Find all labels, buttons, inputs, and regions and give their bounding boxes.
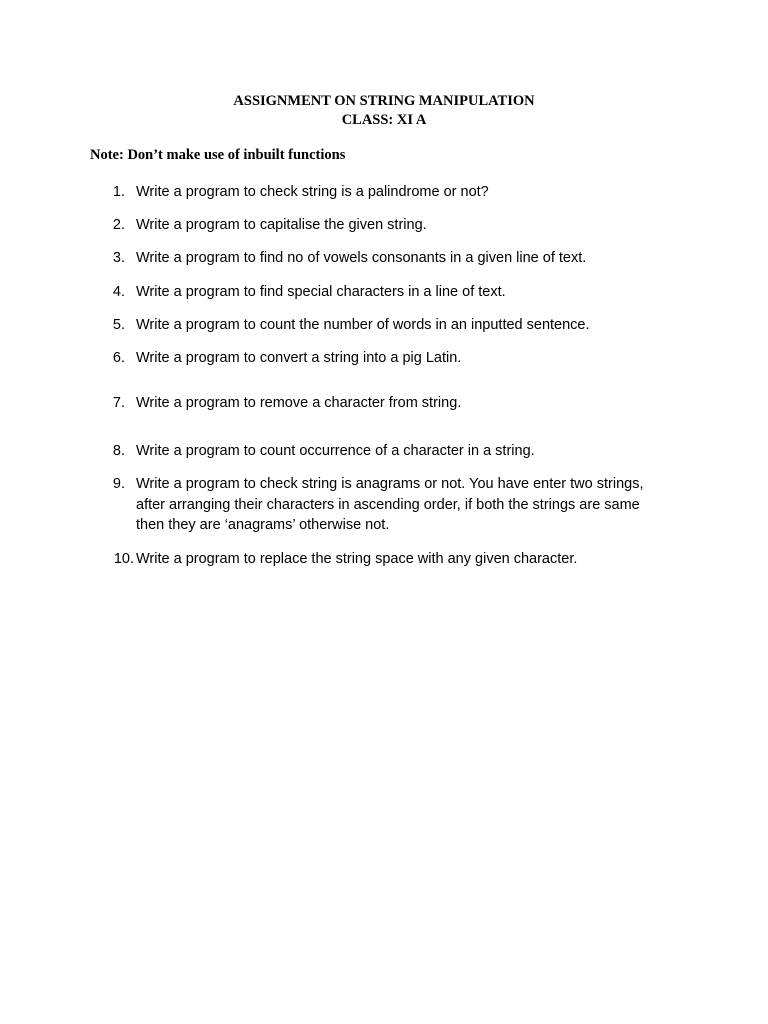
note-text: Note: Don’t make use of inbuilt functions (90, 147, 346, 163)
document-title: ASSIGNMENT ON STRING MANIPULATION (233, 93, 535, 109)
question-number: 9. (112, 476, 125, 492)
question-number: 2. (112, 217, 125, 233)
question-number: 3. (112, 250, 125, 266)
question-number: 8. (112, 443, 125, 459)
question-line: Write a program to check string is anagrams or not. You have enter two strings, (136, 476, 644, 492)
question-text (136, 282, 676, 303)
title-block (0, 92, 768, 130)
question-text (136, 248, 676, 269)
question-text (136, 474, 676, 536)
question-line: then they are ‘anagrams’ otherwise not. (136, 517, 390, 533)
question-text (136, 441, 676, 462)
question-number: 4. (112, 284, 125, 300)
question-line: Write a program to convert a string into a pig Latin. (136, 350, 462, 366)
question-text (136, 393, 676, 414)
question-line: Write a program to find no of vowels consonants in a given line of text. (136, 250, 587, 266)
question-text (136, 215, 676, 236)
question-line: Write a program to check string is a palindrome or not? (136, 184, 489, 200)
question-text (136, 549, 676, 570)
question-number: 10. (113, 551, 134, 567)
question-number: 6. (112, 350, 125, 366)
question-number: 7. (112, 395, 125, 411)
question-number: 1. (112, 184, 125, 200)
question-line: Write a program to remove a character from string. (136, 395, 462, 411)
question-text (136, 182, 676, 203)
question-line: Write a program to replace the string space with any given character. (136, 551, 578, 567)
question-line: Write a program to capitalise the given string. (136, 217, 427, 233)
question-number: 5. (112, 317, 125, 333)
question-line: Write a program to count the number of words in an inputted sentence. (136, 317, 590, 333)
question-line: Write a program to find special characters in a line of text. (136, 284, 506, 300)
class-line: CLASS: XI A (341, 112, 427, 128)
question-line: Write a program to count occurrence of a character in a string. (136, 443, 535, 459)
question-text (136, 315, 676, 336)
question-line: after arranging their characters in ascending order, if both the strings are same (136, 496, 640, 513)
question-text (136, 348, 676, 369)
